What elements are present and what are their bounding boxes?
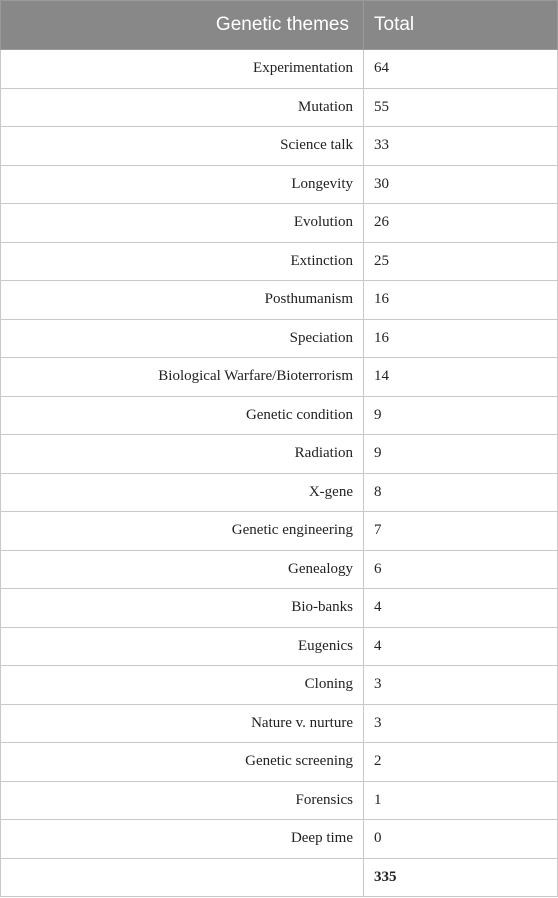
theme-cell: Science talk [1, 127, 364, 166]
table-row [1, 473, 558, 512]
table-row [1, 358, 558, 397]
total-cell: 4 [364, 627, 558, 666]
theme-cell: Eugenics [1, 627, 364, 666]
theme-cell: Forensics [1, 781, 364, 820]
column-header-genetic-themes: Genetic themes [1, 1, 364, 50]
total-cell: 3 [364, 704, 558, 743]
table-row [1, 512, 558, 551]
total-cell: 26 [364, 204, 558, 243]
total-cell: 9 [364, 435, 558, 474]
theme-cell: Posthumanism [1, 281, 364, 320]
grand-total-row [1, 858, 558, 897]
table-row [1, 435, 558, 474]
total-cell: 30 [364, 165, 558, 204]
total-cell: 33 [364, 127, 558, 166]
total-cell: 4 [364, 589, 558, 628]
table-row [1, 50, 558, 89]
theme-cell: Longevity [1, 165, 364, 204]
theme-cell: Biological Warfare/Bioterrorism [1, 358, 364, 397]
total-cell: 2 [364, 743, 558, 782]
table-row [1, 743, 558, 782]
table-header [1, 1, 558, 50]
table-row [1, 281, 558, 320]
table-row [1, 204, 558, 243]
total-cell: 55 [364, 88, 558, 127]
theme-cell: Cloning [1, 666, 364, 705]
table-row [1, 550, 558, 589]
grand-total-value: 335 [364, 858, 558, 897]
table-row [1, 781, 558, 820]
theme-cell: Speciation [1, 319, 364, 358]
table-row [1, 820, 558, 859]
total-cell: 3 [364, 666, 558, 705]
table-row [1, 627, 558, 666]
theme-cell: Experimentation [1, 50, 364, 89]
theme-cell: Deep time [1, 820, 364, 859]
table-row [1, 88, 558, 127]
theme-cell: Bio-banks [1, 589, 364, 628]
table-row [1, 165, 558, 204]
table-row [1, 704, 558, 743]
total-cell: 9 [364, 396, 558, 435]
table-row [1, 666, 558, 705]
theme-cell: Mutation [1, 88, 364, 127]
total-cell: 7 [364, 512, 558, 551]
table-row [1, 127, 558, 166]
theme-cell: Evolution [1, 204, 364, 243]
theme-cell: Extinction [1, 242, 364, 281]
total-cell: 14 [364, 358, 558, 397]
table-row [1, 589, 558, 628]
theme-cell: Nature v. nurture [1, 704, 364, 743]
total-cell: 16 [364, 281, 558, 320]
column-header-total: Total [364, 1, 558, 50]
theme-cell: X-gene [1, 473, 364, 512]
theme-cell: Genetic engineering [1, 512, 364, 551]
total-cell: 6 [364, 550, 558, 589]
total-cell: 16 [364, 319, 558, 358]
total-cell: 25 [364, 242, 558, 281]
table-row [1, 242, 558, 281]
table-body [1, 50, 558, 897]
theme-cell: Radiation [1, 435, 364, 474]
header-row [1, 1, 558, 50]
table-row [1, 396, 558, 435]
total-cell: 8 [364, 473, 558, 512]
grand-total-label-cell [1, 858, 364, 897]
table-row [1, 319, 558, 358]
total-cell: 64 [364, 50, 558, 89]
theme-cell: Genetic condition [1, 396, 364, 435]
theme-cell: Genetic screening [1, 743, 364, 782]
total-cell: 0 [364, 820, 558, 859]
theme-cell: Genealogy [1, 550, 364, 589]
total-cell: 1 [364, 781, 558, 820]
